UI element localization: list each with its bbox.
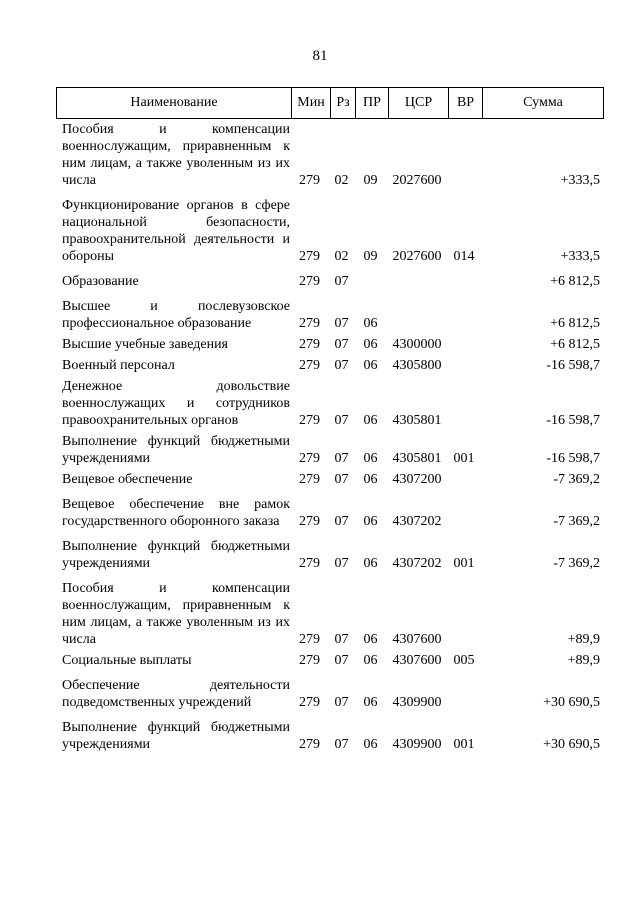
header-vr: ВР bbox=[448, 88, 482, 118]
row-min: 279 bbox=[299, 514, 320, 529]
row-sum: +6 812,5 bbox=[550, 337, 600, 352]
row-min: 279 bbox=[299, 274, 320, 289]
table-row bbox=[56, 197, 604, 265]
row-min: 279 bbox=[299, 472, 320, 487]
row-pr: 06 bbox=[363, 413, 378, 428]
header-pr: ПР bbox=[355, 88, 388, 118]
row-csr: 4305801 bbox=[392, 451, 442, 466]
row-csr: 4309900 bbox=[392, 695, 442, 710]
header-csr: ЦСР bbox=[388, 88, 448, 118]
table-row bbox=[56, 378, 604, 429]
row-min: 279 bbox=[299, 413, 320, 428]
row-sum: -16 598,7 bbox=[546, 358, 600, 373]
row-sum: -7 369,2 bbox=[553, 556, 600, 571]
row-rz: 07 bbox=[334, 653, 349, 668]
row-sum: +333,5 bbox=[560, 249, 600, 264]
row-name: Пособия и компенсации военнослужащим, приравненным к ним лицам, а также уволенным из их числа bbox=[62, 581, 290, 647]
row-csr: 4309900 bbox=[392, 737, 442, 752]
row-name: Выполнение функций бюджетными учреждениями bbox=[62, 720, 290, 752]
row-sum: +89,9 bbox=[567, 632, 600, 647]
row-rz: 07 bbox=[334, 316, 349, 331]
row-min: 279 bbox=[299, 337, 320, 352]
table-row bbox=[56, 433, 604, 467]
row-min: 279 bbox=[299, 173, 320, 188]
row-pr: 06 bbox=[363, 556, 378, 571]
row-csr: 4307600 bbox=[392, 653, 442, 668]
row-vr: 001 bbox=[453, 737, 475, 752]
table-row bbox=[56, 652, 604, 669]
row-sum: -16 598,7 bbox=[546, 413, 600, 428]
row-name: Вещевое обеспечение bbox=[62, 472, 193, 487]
table-row bbox=[56, 580, 604, 648]
row-min: 279 bbox=[299, 737, 320, 752]
row-csr: 2027600 bbox=[392, 249, 442, 264]
row-csr: 4307202 bbox=[392, 514, 442, 529]
row-sum: +30 690,5 bbox=[543, 737, 600, 752]
row-name: Социальные выплаты bbox=[62, 653, 192, 668]
row-name: Вещевое обеспечение вне рамок государственного оборонного заказа bbox=[62, 497, 290, 529]
table-body bbox=[56, 121, 604, 753]
row-rz: 07 bbox=[334, 737, 349, 752]
table-row bbox=[56, 273, 604, 290]
row-pr: 06 bbox=[363, 337, 378, 352]
row-sum: +89,9 bbox=[567, 653, 600, 668]
row-pr: 06 bbox=[363, 695, 378, 710]
row-rz: 02 bbox=[334, 249, 349, 264]
row-rz: 07 bbox=[334, 695, 349, 710]
row-csr: 4307200 bbox=[392, 472, 442, 487]
row-min: 279 bbox=[299, 556, 320, 571]
row-rz: 07 bbox=[334, 632, 349, 647]
row-sum: -7 369,2 bbox=[553, 472, 600, 487]
row-pr: 09 bbox=[363, 173, 378, 188]
row-name: Денежное довольствие военнослужащих и сотрудников правоохранительных органов bbox=[62, 379, 290, 428]
row-rz: 07 bbox=[334, 514, 349, 529]
row-pr: 06 bbox=[363, 451, 378, 466]
row-sum: -7 369,2 bbox=[553, 514, 600, 529]
row-min: 279 bbox=[299, 249, 320, 264]
row-sum: +333,5 bbox=[560, 173, 600, 188]
row-name: Пособия и компенсации военнослужащим, приравненным к ним лицам, а также уволенным из их числа bbox=[62, 122, 290, 188]
table-row bbox=[56, 538, 604, 572]
table-row bbox=[56, 298, 604, 332]
row-vr: 014 bbox=[453, 249, 475, 264]
row-rz: 07 bbox=[334, 472, 349, 487]
row-csr: 4300000 bbox=[392, 337, 442, 352]
page-number: 81 bbox=[312, 48, 328, 64]
row-csr: 4305800 bbox=[392, 358, 442, 373]
row-sum: +6 812,5 bbox=[550, 316, 600, 331]
row-min: 279 bbox=[299, 653, 320, 668]
header-rz: Рз bbox=[330, 88, 355, 118]
row-pr: 06 bbox=[363, 514, 378, 529]
table-row bbox=[56, 719, 604, 753]
row-name: Высшие учебные заведения bbox=[62, 337, 228, 352]
row-pr: 06 bbox=[363, 472, 378, 487]
table-row bbox=[56, 677, 604, 711]
row-name: Выполнение функций бюджетными учреждениями bbox=[62, 434, 290, 466]
row-pr: 06 bbox=[363, 653, 378, 668]
row-min: 279 bbox=[299, 316, 320, 331]
row-csr: 4307202 bbox=[392, 556, 442, 571]
row-sum: -16 598,7 bbox=[546, 451, 600, 466]
row-min: 279 bbox=[299, 695, 320, 710]
row-csr: 2027600 bbox=[392, 173, 442, 188]
table-row bbox=[56, 121, 604, 189]
row-vr: 001 bbox=[453, 451, 475, 466]
row-rz: 07 bbox=[334, 556, 349, 571]
row-sum: +6 812,5 bbox=[550, 274, 600, 289]
row-rz: 07 bbox=[334, 337, 349, 352]
row-min: 279 bbox=[299, 451, 320, 466]
row-sum: +30 690,5 bbox=[543, 695, 600, 710]
header-sum: Сумма bbox=[482, 88, 603, 118]
table-row bbox=[56, 496, 604, 530]
row-pr: 09 bbox=[363, 249, 378, 264]
row-min: 279 bbox=[299, 632, 320, 647]
row-name: Выполнение функций бюджетными учреждениями bbox=[62, 539, 290, 571]
row-name: Образование bbox=[62, 274, 139, 289]
row-vr: 005 bbox=[453, 653, 475, 668]
row-pr: 06 bbox=[363, 632, 378, 647]
row-name: Обеспечение деятельности подведомственных учреждений bbox=[62, 678, 290, 710]
row-rz: 07 bbox=[334, 413, 349, 428]
table-row bbox=[56, 357, 604, 374]
header-min: Мин bbox=[291, 88, 330, 118]
row-rz: 07 bbox=[334, 358, 349, 373]
row-name: Военный персонал bbox=[62, 358, 175, 373]
row-rz: 07 bbox=[334, 451, 349, 466]
row-name: Высшее и послевузовское профессиональное образование bbox=[62, 299, 290, 331]
row-vr: 001 bbox=[453, 556, 475, 571]
row-rz: 02 bbox=[334, 173, 349, 188]
table-row bbox=[56, 471, 604, 488]
row-rz: 07 bbox=[334, 274, 349, 289]
row-pr: 06 bbox=[363, 737, 378, 752]
row-csr: 4307600 bbox=[392, 632, 442, 647]
row-pr: 06 bbox=[363, 316, 378, 331]
row-csr: 4305801 bbox=[392, 413, 442, 428]
row-pr: 06 bbox=[363, 358, 378, 373]
table-row bbox=[56, 336, 604, 353]
row-min: 279 bbox=[299, 358, 320, 373]
table-header bbox=[56, 87, 604, 119]
header-name: Наименование bbox=[130, 95, 218, 110]
row-name: Функционирование органов в сфере национальной безопасности, правоохранительной деятельности и обороны bbox=[62, 198, 290, 264]
